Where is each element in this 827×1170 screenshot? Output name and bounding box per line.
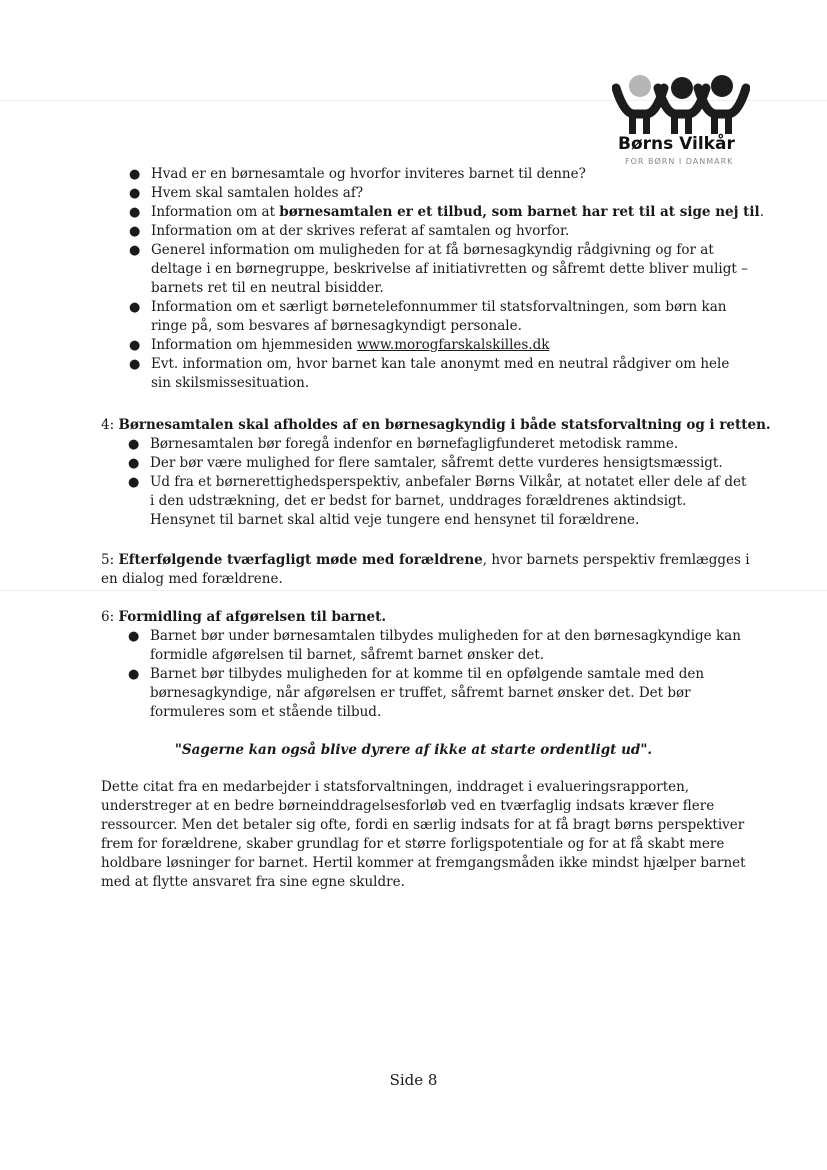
section-4-heading: 4: Børnesamtalen skal afholdes af en børnesagkyndig i både statsforvaltning og i retten. bbox=[101, 417, 771, 433]
list-item: ● Information om at børnesamtalen er et tilbud, som barnet har ret til at sige nej til. bbox=[129, 204, 764, 220]
bullet-icon: ● bbox=[129, 167, 141, 182]
body-paragraph: Dette citat fra en medarbejder i statsforvaltningen, inddraget i evalueringsrapporten, understreger at en bedre børneinddragelsesforløb ved en tværfaglig indsats kræver flere ressourcer. Men det betaler sig ofte, fordi en særlig indsats for at få bragt børns perspektiver frem for forældrene, skaber grundlag for et større forligspotentiale og for at få skabt mere holdbare løsninger for barnet. Hertil kommer at fremgangsmåden ikke mindst hjælper barnet med at flytte ansvaret fra sine egne skuldre. bbox=[101, 779, 746, 890]
quote: "Sagerne kan også blive dyrere af ikke at starte ordentligt ud". bbox=[174, 742, 653, 758]
bullet-icon: ● bbox=[128, 667, 140, 682]
logo-name: Børns Vilkår bbox=[618, 134, 735, 154]
bullet-icon: ● bbox=[129, 338, 141, 353]
list-item: ● Generel information om muligheden for at få børnesagkyndig rådgivning og for at deltage i en børnegruppe, beskrivelse af initiativretten og såfremt dette bliver muligt – barnets ret til en neutral bisidder. bbox=[129, 242, 748, 296]
bullet-icon: ● bbox=[128, 475, 140, 490]
list-item: ● Information om et særligt børnetelefonnummer til statsforvaltningen, som børn kan ringe på, som besvares af børnesagkyndigt personale. bbox=[129, 299, 727, 334]
bullet-icon: ● bbox=[128, 437, 140, 452]
list-item: ● Evt. information om, hvor barnet kan tale anonymt med en neutral rådgiver om hele sin skilsmissesituation. bbox=[129, 356, 730, 391]
bullet-icon: ● bbox=[129, 205, 141, 220]
bullet-icon: ● bbox=[129, 186, 141, 201]
bullet-icon: ● bbox=[128, 456, 140, 471]
bullet-icon: ● bbox=[129, 357, 141, 372]
list-item: ● Hvem skal samtalen holdes af? bbox=[129, 185, 364, 201]
logo bbox=[612, 74, 752, 174]
list-item: ● Barnet bør tilbydes muligheden for at komme til en opfølgende samtale med den børnesagkyndige, når afgørelsen er truffet, såfremt barnet ønsker det. Det bør formuleres som et stående tilbud. bbox=[128, 666, 705, 720]
logo-figures-icon bbox=[612, 74, 750, 136]
list-item: ● Barnet bør under børnesamtalen tilbydes muligheden for at den børnesagkyndige kan formidle afgørelsen til barnet, såfremt barnet ønsker det. bbox=[128, 628, 741, 663]
list-item: ● Information om hjemmesiden www.morogfarskalskilles.dk bbox=[129, 337, 550, 353]
list-item: ● Der bør være mulighed for flere samtaler, såfremt dette vurderes hensigtsmæssigt. bbox=[128, 455, 723, 471]
section-6-list bbox=[128, 627, 741, 722]
bullet-icon: ● bbox=[129, 224, 141, 239]
section-6-heading: 6: Formidling af afgørelsen til barnet. bbox=[101, 609, 387, 625]
intro-list bbox=[129, 165, 764, 393]
list-item: ● Ud fra et børnerettighedsperspektiv, anbefaler Børns Vilkår, at notatet eller dele af det i den udstrækning, det er bedst for barnet, unddrages forældrenes aktindsigt. Hensynet til barnet skal altid veje tungere end hensynet til forældrene. bbox=[128, 474, 747, 528]
emphasis-text: børnesamtalen er et tilbud, som barnet har ret til at sige nej til bbox=[279, 204, 760, 220]
logo-tagline: FOR BØRN I DANMARK bbox=[625, 157, 734, 166]
website-link[interactable]: www.morogfarskalskilles.dk bbox=[356, 337, 550, 353]
list-item: ● Børnesamtalen bør foregå indenfor en børnefagligfunderet metodisk ramme. bbox=[128, 436, 679, 452]
page-number: Side 8 bbox=[389, 1071, 438, 1089]
section-5-heading: Efterfølgende tværfagligt møde med forældrene bbox=[118, 552, 483, 568]
bullet-icon: ● bbox=[129, 300, 141, 315]
bullet-icon: ● bbox=[129, 243, 141, 258]
list-item: ● Hvad er en børnesamtale og hvorfor inviteres barnet til denne? bbox=[129, 166, 586, 182]
section-5: 5: Efterfølgende tværfagligt møde med forældrene, hvor barnets perspektiv fremlægges i en dialog med forældrene. bbox=[101, 552, 750, 587]
list-item: ● Information om at der skrives referat af samtalen og hvorfor. bbox=[129, 223, 570, 239]
section-4-list bbox=[128, 435, 747, 530]
bullet-icon: ● bbox=[128, 629, 140, 644]
